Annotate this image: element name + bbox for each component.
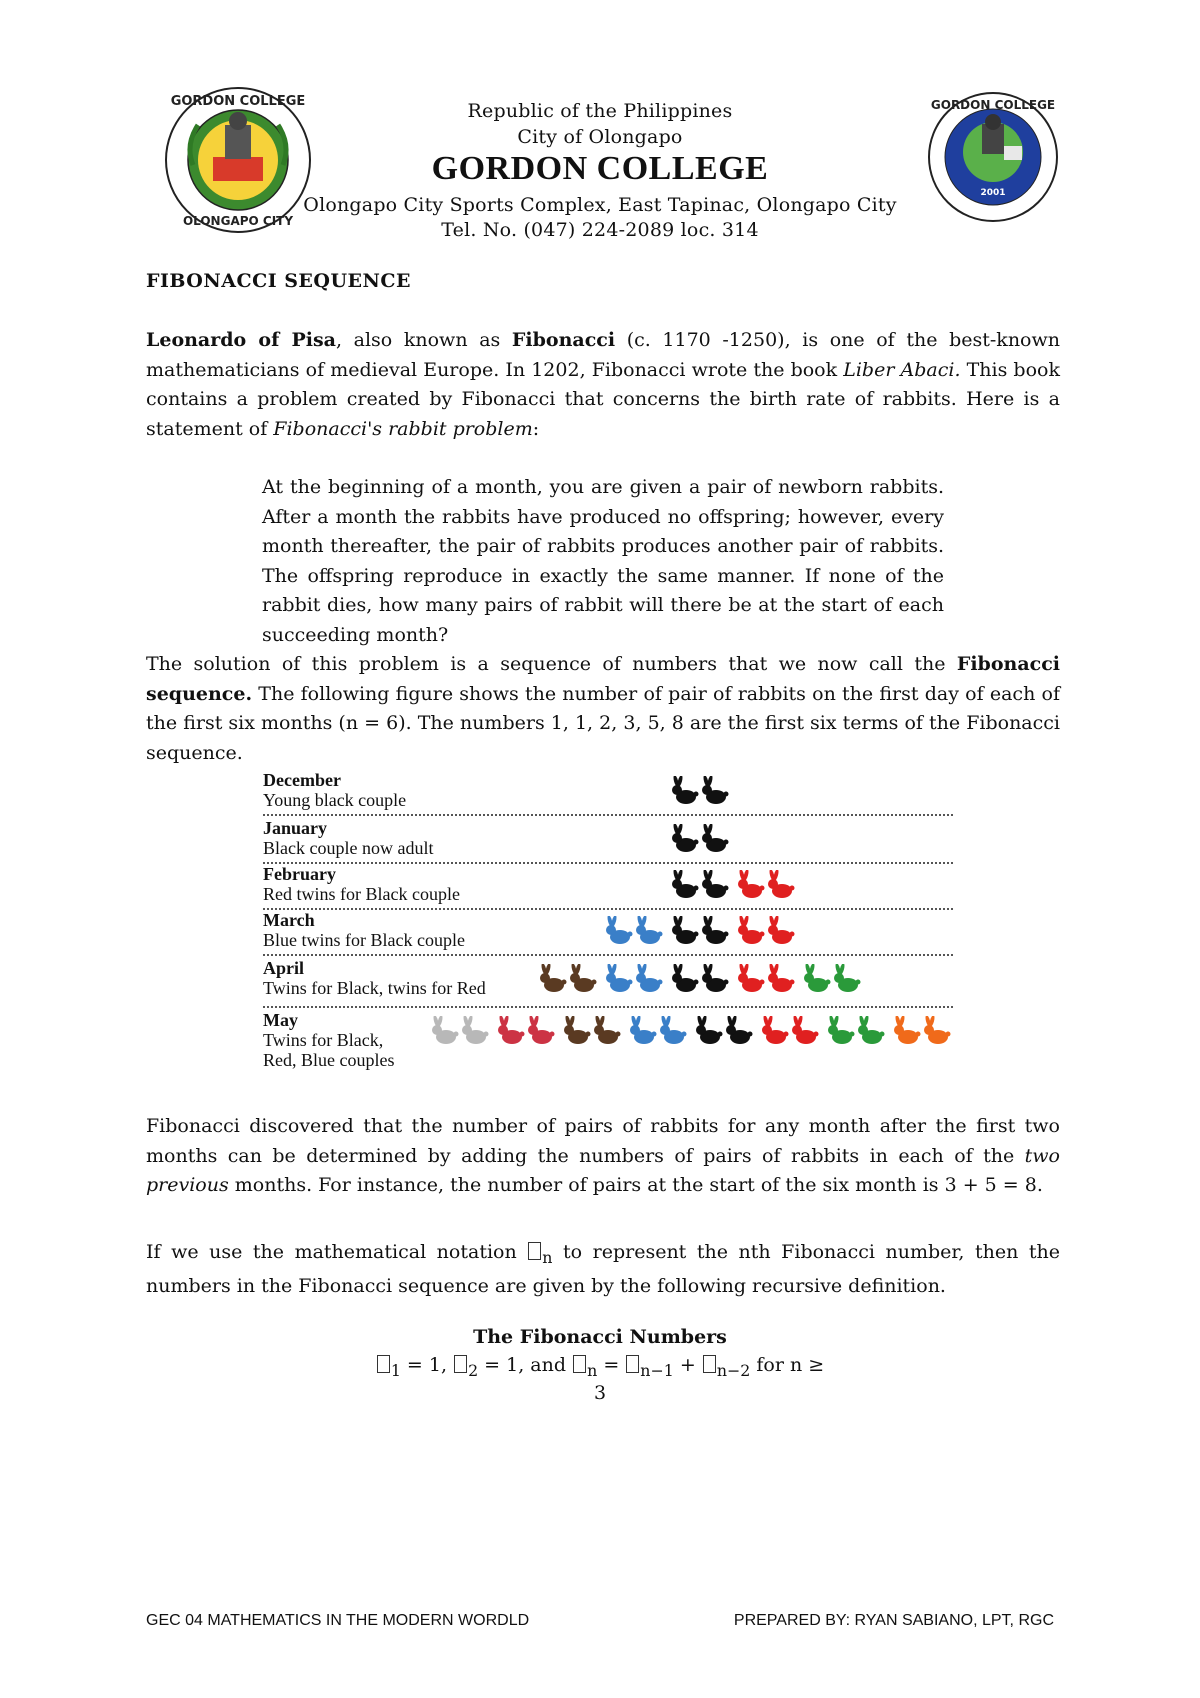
rabbit-problem-term: Fibonacci's rabbit problem: [273, 417, 533, 440]
rabbit-icon: [766, 916, 796, 951]
right-seal: [926, 90, 1060, 224]
rabbit-icon: [430, 1016, 460, 1051]
rabbit-icon: [670, 964, 700, 999]
rabbit-problem-quote: At the beginning of a month, you are given a pair of newborn rabbits. After a month the rabbits have produced no offspring; however, every month thereafter, the pair of rabbits produces another pair of rabbits. The offspring reproduce in exactly the same manner. If none of the rabbit dies, how many pairs of rabbit will there be at the start of each succeeding month?: [262, 476, 944, 646]
intro-text-3: This book contains a problem created by Fibonacci that concerns the birth rate of rabbits. Here is a statement of: [146, 358, 1060, 440]
figure-divider: [263, 954, 953, 956]
figure-month: January: [263, 818, 328, 838]
fibonacci-definition-line2: 3: [593, 1382, 607, 1404]
rabbit-icon: [892, 1016, 922, 1051]
two-previous-term: two previous: [146, 1144, 1060, 1196]
rabbit-icon: [826, 1016, 856, 1051]
figure-row-label: [263, 818, 433, 858]
missing-glyph-icon: [528, 1242, 541, 1260]
figure-month: May: [263, 1010, 298, 1030]
figure-row-label: [263, 1010, 394, 1070]
def-text-2: = 1, and: [478, 1354, 573, 1376]
name-fibonacci: Fibonacci: [511, 329, 616, 351]
rabbit-icon: [670, 870, 700, 905]
rabbit-icon: [766, 964, 796, 999]
figure-row-label: [263, 910, 465, 950]
college-name: GORDON COLLEGE: [431, 150, 769, 187]
rabbit-figure: [260, 770, 960, 1080]
svg-text:GORDON COLLEGE: GORDON COLLEGE: [930, 98, 1056, 112]
solution-paragraph: [146, 650, 1060, 768]
footer-prepared-by: PREPARED BY: RYAN SABIANO, LPT, RGC: [733, 1612, 1054, 1629]
rabbit-icon: [736, 964, 766, 999]
header-address: Olongapo City Sports Complex, East Tapinac, Olongapo City: [303, 194, 897, 216]
rabbit-icon: [700, 776, 730, 811]
discovery-text-2: months. For instance, the number of pairs at the start of the six month is 3 + 5 = 8.: [228, 1174, 1043, 1196]
footer-course: GEC 04 MATHEMATICS IN THE MODERN WORDLD: [146, 1612, 530, 1629]
sub-1: 1: [390, 1360, 401, 1380]
book-title: Liber Abaci.: [843, 358, 961, 381]
discovery-paragraph: [146, 1112, 1060, 1201]
figure-month: December: [263, 770, 341, 790]
rabbit-icon: [856, 1016, 886, 1051]
intro-text-1: , also known as: [335, 329, 512, 351]
svg-text:2001: 2001: [980, 188, 1006, 198]
rabbit-icon: [832, 964, 862, 999]
sub-2: 2: [468, 1360, 479, 1380]
rabbit-icon: [700, 824, 730, 859]
missing-glyph-icon: [626, 1355, 639, 1373]
notation-text-1: If we use the mathematical notation: [146, 1241, 528, 1263]
figure-row-label: [263, 770, 406, 810]
sub-n-minus-1: n−1: [640, 1360, 674, 1380]
intro-paragraph: [146, 326, 1060, 444]
rabbit-icon: [526, 1016, 556, 1051]
missing-glyph-icon: [454, 1355, 467, 1373]
rabbit-icon: [670, 916, 700, 951]
header-republic: Republic of the Philippines: [467, 100, 733, 122]
rabbit-icon: [538, 964, 568, 999]
fibonacci-numbers-title: The Fibonacci Numbers: [473, 1326, 727, 1348]
notation-text-2: to represent the nth Fibonacci number, then the numbers in the Fibonacci sequence are given by the following recursive definition.: [146, 1241, 1061, 1298]
rabbit-icon: [604, 916, 634, 951]
rabbit-icon: [628, 1016, 658, 1051]
figure-description: Red, Blue couples: [263, 1050, 395, 1070]
name-leonardo: Leonardo of Pisa: [146, 329, 336, 351]
rabbit-icon: [760, 1016, 790, 1051]
notation-subscript: n: [542, 1247, 553, 1267]
rabbit-icon: [496, 1016, 526, 1051]
solution-text-2: The following figure shows the number of pair of rabbits on the first day of each of the first six months (n = 6). The numbers 1, 1, 2, 3, 5, 8 are the first six terms of the Fibonacci sequence.: [146, 682, 1060, 764]
svg-text:OLONGAPO CITY: OLONGAPO CITY: [182, 214, 294, 228]
rabbit-icon: [634, 964, 664, 999]
rabbit-icon: [568, 964, 598, 999]
rabbit-icon: [604, 964, 634, 999]
sub-n-minus-2: n−2: [716, 1360, 751, 1380]
figure-month: March: [263, 910, 315, 930]
rabbit-icon: [766, 870, 796, 905]
figure-description: Red twins for Black couple: [263, 884, 460, 904]
rabbit-icon: [592, 1016, 622, 1051]
rabbit-icon: [634, 916, 664, 951]
header-city: City of Olongapo: [517, 126, 683, 148]
rabbit-icon: [562, 1016, 592, 1051]
figure-description: Twins for Black,: [263, 1030, 384, 1050]
figure-month: February: [263, 864, 336, 884]
def-text-3: =: [597, 1354, 626, 1376]
notation-paragraph: [146, 1238, 1060, 1302]
figure-description: Twins for Black, twins for Red: [263, 978, 486, 998]
figure-description: Blue twins for Black couple: [263, 930, 465, 950]
rabbit-icon: [694, 1016, 724, 1051]
figure-divider: [263, 814, 953, 816]
rabbit-icon: [736, 916, 766, 951]
svg-text:GORDON COLLEGE: GORDON COLLEGE: [170, 94, 306, 109]
section-title: FIBONACCI SEQUENCE: [146, 270, 411, 292]
figure-divider: [263, 1006, 953, 1008]
missing-glyph-icon: [703, 1355, 716, 1373]
figure-month: April: [263, 958, 305, 978]
rabbit-icon: [922, 1016, 952, 1051]
solution-text-1: The solution of this problem is a sequence of numbers that we now call the: [146, 653, 957, 675]
sub-n: n: [587, 1360, 598, 1380]
rabbit-icon: [658, 1016, 688, 1051]
fibonacci-sequence-term: Fibonacci sequence.: [146, 653, 1060, 705]
def-text-1: = 1,: [400, 1354, 454, 1376]
rabbit-icon: [700, 916, 730, 951]
rabbit-icon: [802, 964, 832, 999]
fibonacci-definition: [0, 1354, 1200, 1380]
intro-text-2: (c. 1170 -1250), is one of the best-known mathematicians of medieval Europe. In 1202, Fibonacci wrote the book: [146, 329, 1060, 381]
figure-row-label: [263, 864, 460, 904]
figure-description: Black couple now adult: [263, 838, 434, 858]
rabbit-icon: [724, 1016, 754, 1051]
missing-glyph-icon: [573, 1355, 586, 1373]
rabbit-icon: [700, 870, 730, 905]
header-telephone: Tel. No. (047) 224-2089 loc. 314: [441, 219, 759, 241]
intro-text-4: :: [532, 417, 540, 440]
def-text-5: for n ≥: [750, 1354, 825, 1376]
rabbit-icon: [700, 964, 730, 999]
def-text-4: +: [673, 1354, 702, 1376]
rabbit-icon: [736, 870, 766, 905]
rabbit-icon: [790, 1016, 820, 1051]
rabbit-icon: [460, 1016, 490, 1051]
discovery-text-1: Fibonacci discovered that the number of pairs of rabbits for any month after the first two months can be determined by adding the numbers of pairs of rabbits in each of the: [146, 1115, 1060, 1167]
missing-glyph-icon: [377, 1355, 390, 1373]
rabbit-icon: [670, 824, 700, 859]
figure-row-label: [263, 958, 486, 998]
figure-description: Young black couple: [263, 790, 407, 810]
rabbit-icon: [670, 776, 700, 811]
